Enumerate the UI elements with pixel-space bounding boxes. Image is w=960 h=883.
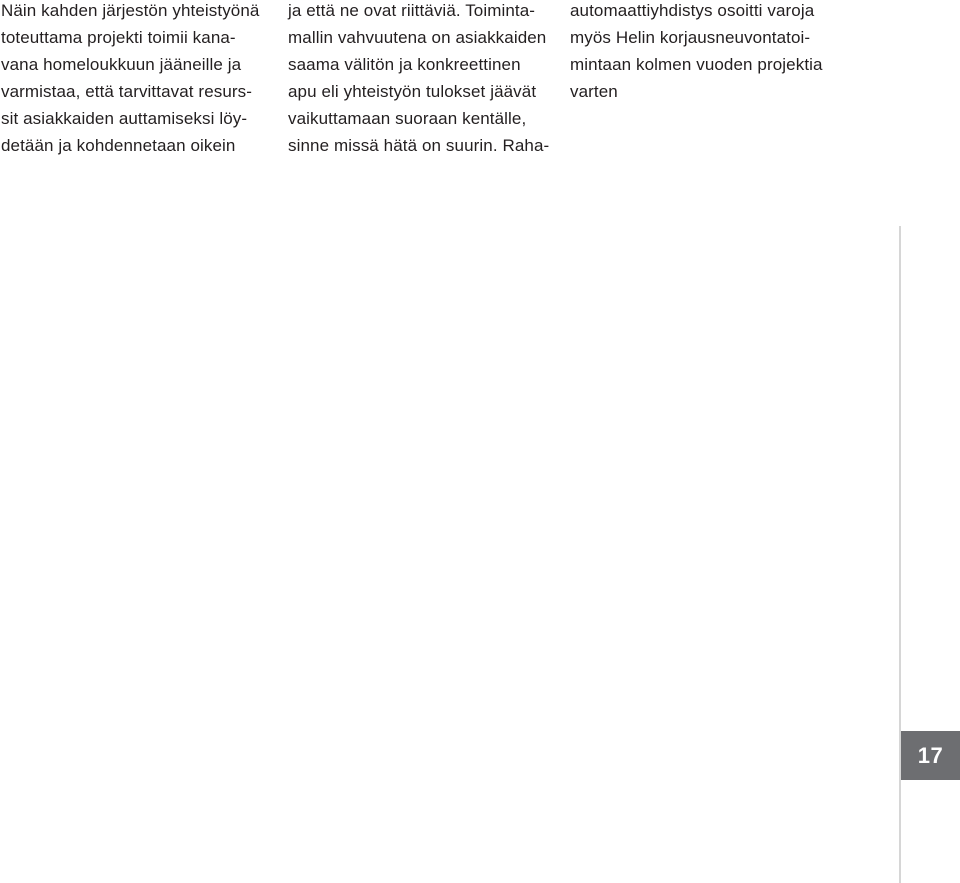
text-line: automaattiyhdistys osoitti varoja <box>570 1 815 20</box>
page-number: 17 <box>917 742 944 768</box>
text-line: sit asiakkaiden auttamiseksi löy- <box>1 109 248 128</box>
text-line: Näin kahden järjestön yhteistyönä <box>1 1 260 20</box>
text-line: ja että ne ovat riittäviä. Toiminta- <box>288 1 536 20</box>
text-line: sinne missä hätä on suurin. Raha- <box>288 136 550 155</box>
text-line: varten <box>570 82 618 101</box>
text-line: mintaan kolmen vuoden projektia <box>570 55 823 74</box>
text-line: toteuttama projekti toimii kana- <box>1 28 236 47</box>
page-number-badge <box>901 731 960 780</box>
text-line: vana homeloukkuun jääneille ja <box>1 55 242 74</box>
text-line: saama välitön ja konkreettinen <box>288 55 521 74</box>
text-line: vaikuttamaan suoraan kentälle, <box>288 109 527 128</box>
text-line: detään ja kohdennetaan oikein <box>1 136 236 155</box>
text-line: varmistaa, että tarvittavat resurs- <box>1 82 253 101</box>
body-text-column-3 <box>570 0 832 105</box>
text-line: mallin vahvuutena on asiakkaiden <box>288 28 547 47</box>
body-text-column-2 <box>288 0 550 159</box>
text-line: myös Helin korjausneuvontatoi- <box>570 28 811 47</box>
body-text-column-1 <box>1 0 263 159</box>
margin-divider-line <box>899 226 901 883</box>
text-line: apu eli yhteistyön tulokset jäävät <box>288 82 537 101</box>
